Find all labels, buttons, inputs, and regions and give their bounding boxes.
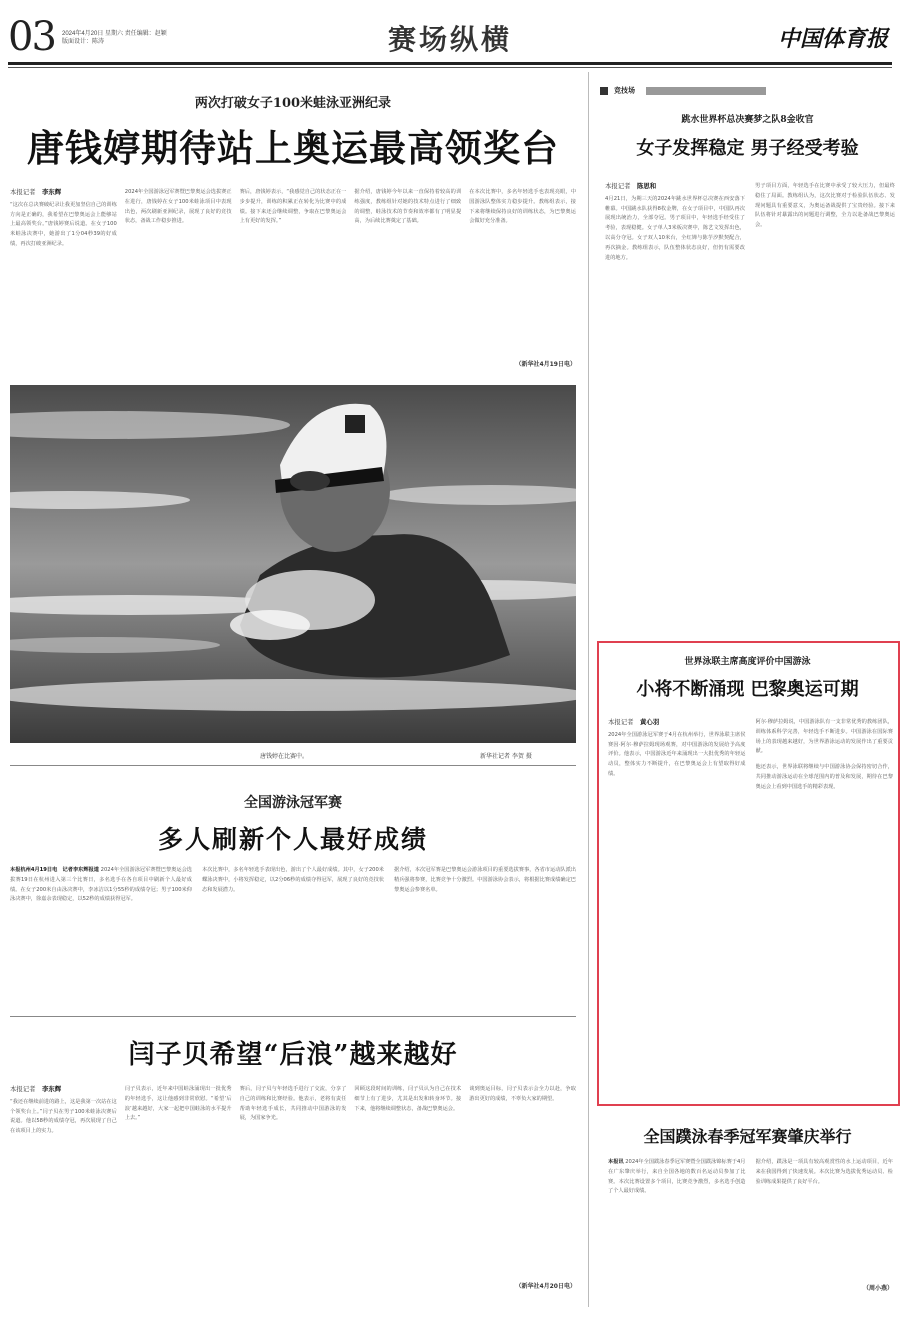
- yan-column-1: 本报记者 李东辉 “我还在继续前进的路上，这是我第一次站在这个领奖台上。”闫子贝在男子100米蛙泳决赛后说道。他以58秒的成绩夺冠，再次展现了自己在该项目上的实力。: [10, 1086, 117, 1135]
- swimmer-illustration: [10, 385, 576, 743]
- tag-bar: [646, 87, 766, 95]
- photo-caption: [10, 748, 576, 762]
- masthead-rule-thin: [8, 67, 892, 68]
- page-number: 03: [8, 14, 55, 60]
- section-tag: 竞技场: [600, 80, 895, 92]
- diving-kicker: 跳水世界杯总决赛梦之队8金收官: [681, 115, 814, 125]
- finswim-column-1: 本报讯 2024年全国蹼泳春季冠军赛暨全国蹼泳锦标赛于4月在广东肇庆举行，来自全国各地的数百名运动员参加了比赛。本次比赛设置多个项目，比赛竞争激烈，多名选手创造了个人最好成绩。: [608, 1159, 746, 1195]
- diving-byline: 本报记者 陈思和: [605, 183, 657, 190]
- column-divider: [588, 72, 589, 1307]
- yan-column-3: 赛后，闫子贝与年轻选手进行了交流，分享了自己的训练和比赛经验。他表示，老将有责任帮助年轻选手成长，共同推动中国游泳的发展，为国家争光。: [239, 1086, 347, 1122]
- national-kicker: 全国游泳冠军赛: [244, 795, 342, 811]
- paper-logo: 中国体育报: [777, 26, 888, 52]
- yan-continued: （新华社4月20日电）: [515, 1283, 576, 1291]
- lead-column-5: 在本次比赛中，多名年轻选手也表现亮眼，中国游泳队整体实力稳步提升。教练组表示，接下来将继续保持良好的训练状态，为巴黎奥运会做好充分准备。 （新华社4月19日电）: [469, 189, 576, 369]
- national-column-3: 据介绍，本次冠军赛是巴黎奥运会游泳项目的重要选拔赛事，各省市运动队派出精兵强将参赛，比赛竞争十分激烈。中国游泳协会表示，将根据比赛成绩确定巴黎奥运会参赛名单。: [394, 867, 576, 893]
- world-headline[interactable]: 小将不断涌现 巴黎奥运可期: [636, 679, 859, 700]
- national-headline[interactable]: 多人刷新个人最好成绩: [157, 825, 428, 854]
- lead-headline[interactable]: 唐钱婷期待站上奥运最高领奖台: [27, 126, 559, 170]
- finswim-column-2: 据介绍，蹼泳是一项具有较高观赏性的水上运动项目，近年来在我国得到了快速发展。本次比赛为选拔优秀运动员、检验训练成果提供了良好平台。 （周小燕）: [755, 1159, 893, 1293]
- lead-column-3: 赛后，唐钱婷表示，“我感觉自己的状态正在一步步提升，训练的积累正在转化为比赛中的成绩。接下来还会继续调整，争取在巴黎奥运会上有更好的发挥。”: [239, 189, 347, 225]
- national-column-2: 本次比赛中，多名年轻选手表现出色，游出了个人最好成绩。其中，女子200米蝶泳决赛中，小将发挥稳定，以2分06秒的成绩夺得冠军，展现了良好的竞技状态和发展潜力。: [202, 867, 384, 893]
- yan-column-2: 闫子贝表示，近年来中国蛙泳涌现出一批优秀的年轻选手，这让他感到非常欣慰。“希望‘后浪’越来越好，大家一起把中国蛙泳的水平提升上去。”: [124, 1086, 232, 1122]
- world-kicker: 世界泳联主席高度评价中国游泳: [684, 657, 811, 667]
- lead-column-1: 本报记者 李东辉 “这次在总决赛破纪录让我更加坚信自己的训练方向是正确的，我希望在巴黎奥运会上能够站上最高领奖台。”唐钱婷赛后说道。在女子100米蛙泳决赛中，她游出了1分04秒39的好成绩，再次打破亚洲纪录。: [10, 189, 117, 247]
- yan-column-5: 谈到奥运目标，闫子贝表示会全力以赴，争取游出更好的成绩，不辜负大家的期望。 （新华社4月20日电）: [469, 1086, 576, 1291]
- world-byline: 本报记者 黄心羽: [608, 719, 660, 726]
- yan-body: [10, 1085, 576, 1300]
- diving-column-2: 男子项目方面，年轻选手在比赛中承受了较大压力，但最终稳住了局面。教练组认为，这次比赛对于检验队伍状态、发现问题具有重要意义，为奥运备战提供了宝贵经验。接下来队伍将针对暴露出的问题进行调整，全力以赴备战巴黎奥运会。: [755, 183, 895, 229]
- diving-body: [605, 182, 895, 622]
- swimmer-photo: [10, 385, 576, 743]
- lead-body: [10, 188, 576, 374]
- masthead-rule: [8, 62, 892, 65]
- lead-column-2: 2024年全国游泳冠军赛暨巴黎奥运会选拔赛正在进行，唐钱婷在女子100米蛙泳项目中表现出色，两次刷新亚洲纪录，展现了良好的竞技状态，备战工作稳步推进。: [124, 189, 232, 225]
- world-column-1: 本报记者 黄心羽 2024年全国游泳冠军赛于4月在杭州举行，世界泳联主席侯赛因·阿尔·穆萨拉姆现场观赛，对中国游泳的发展给予高度评价。他表示，中国游泳近年来涌现出一大批优秀的年轻运动员，整体实力不断提升，在巴黎奥运会上有望取得好成绩。: [608, 719, 746, 777]
- lead-column-4: 据介绍，唐钱婷今年以来一直保持着较高的训练强度，教练组针对她的技术特点进行了细致的调整，蛙泳技术的节奏和效率都有了明显提高，为后续比赛奠定了基础。: [354, 189, 462, 225]
- national-column-1: 本报杭州4月19日电 记者李东辉报道 2024年全国游泳冠军赛暨巴黎奥运会选拔赛19日在杭州进入第三个比赛日，多名选手在各自项目中刷新个人最好成绩。在女子200米自由泳决赛中，李冰洁以1分55秒的成绩夺冠；男子100米仰泳决赛中，徐嘉余表现稳定，以52秒的成绩获得冠军。: [10, 867, 192, 903]
- national-body: [10, 866, 576, 1006]
- world-column-2: 阿尔·穆萨拉姆说，中国游泳队有一支非常优秀的教练团队，训练体系科学完善，年轻选手不断进步。中国游泳在国际赛场上的表现越来越好，为世界游泳运动的发展作出了重要贡献。 他还表示，世界泳联将继续与中国游泳协会保持密切合作，共同推动游泳运动在全球范围内的普及和发展，期待在巴黎奥运会上看到中国选手的精彩表现。: [755, 719, 893, 790]
- dateline: 2024年4月20日 星期六 责任编辑：赵颖 版面设计：陈涛: [62, 31, 167, 45]
- yan-headline[interactable]: 闫子贝希望“后浪”越来越好: [128, 1040, 458, 1070]
- finswim-continued: （周小燕）: [862, 1285, 893, 1293]
- section-title: 赛场纵横: [387, 23, 512, 56]
- yan-column-4: 回顾这段时间的训练，闫子贝认为自己在技术细节上有了进步，尤其是出发和转身环节。接下来，他将继续调整状态，备战巴黎奥运会。: [354, 1086, 462, 1112]
- yan-byline: 本报记者 李东辉: [10, 1086, 62, 1093]
- diving-column-1: 本报记者 陈思和 4月21日，为期三天的2024年跳水世界杯总决赛在西安落下帷幕。中国跳水队获得8枚金牌，在女子项目中，中国队再次展现出统治力，全部夺冠。男子项目中，年轻选手经受住了考验，表现稳健。女子单人3米板决赛中，陈艺文发挥出色，以高分夺冠。女子双人10米台，全红婵与陈芋汐默契配合，再次摘金。教练组表示，队伍整体状态良好，但仍有需要改进的地方。: [605, 183, 745, 261]
- lead-continued: （新华社4月19日电）: [515, 361, 576, 369]
- diving-headline[interactable]: 女子发挥稳定 男子经受考验: [636, 138, 859, 159]
- divider: [10, 1016, 576, 1017]
- tag-square-icon: [600, 87, 608, 95]
- divider: [10, 765, 576, 766]
- photo-caption-text: 唐钱婷在比赛中。: [260, 753, 309, 760]
- finswim-headline[interactable]: 全国蹼泳春季冠军赛肇庆举行: [643, 1127, 852, 1146]
- finswim-body: [608, 1158, 893, 1298]
- photo-credit: 新华社记者 李贺 摄: [480, 753, 532, 760]
- world-body: [608, 718, 893, 1098]
- lead-kicker: 两次打破女子100米蛙泳亚洲纪录: [194, 96, 392, 111]
- lead-byline: 本报记者 李东辉: [10, 189, 62, 196]
